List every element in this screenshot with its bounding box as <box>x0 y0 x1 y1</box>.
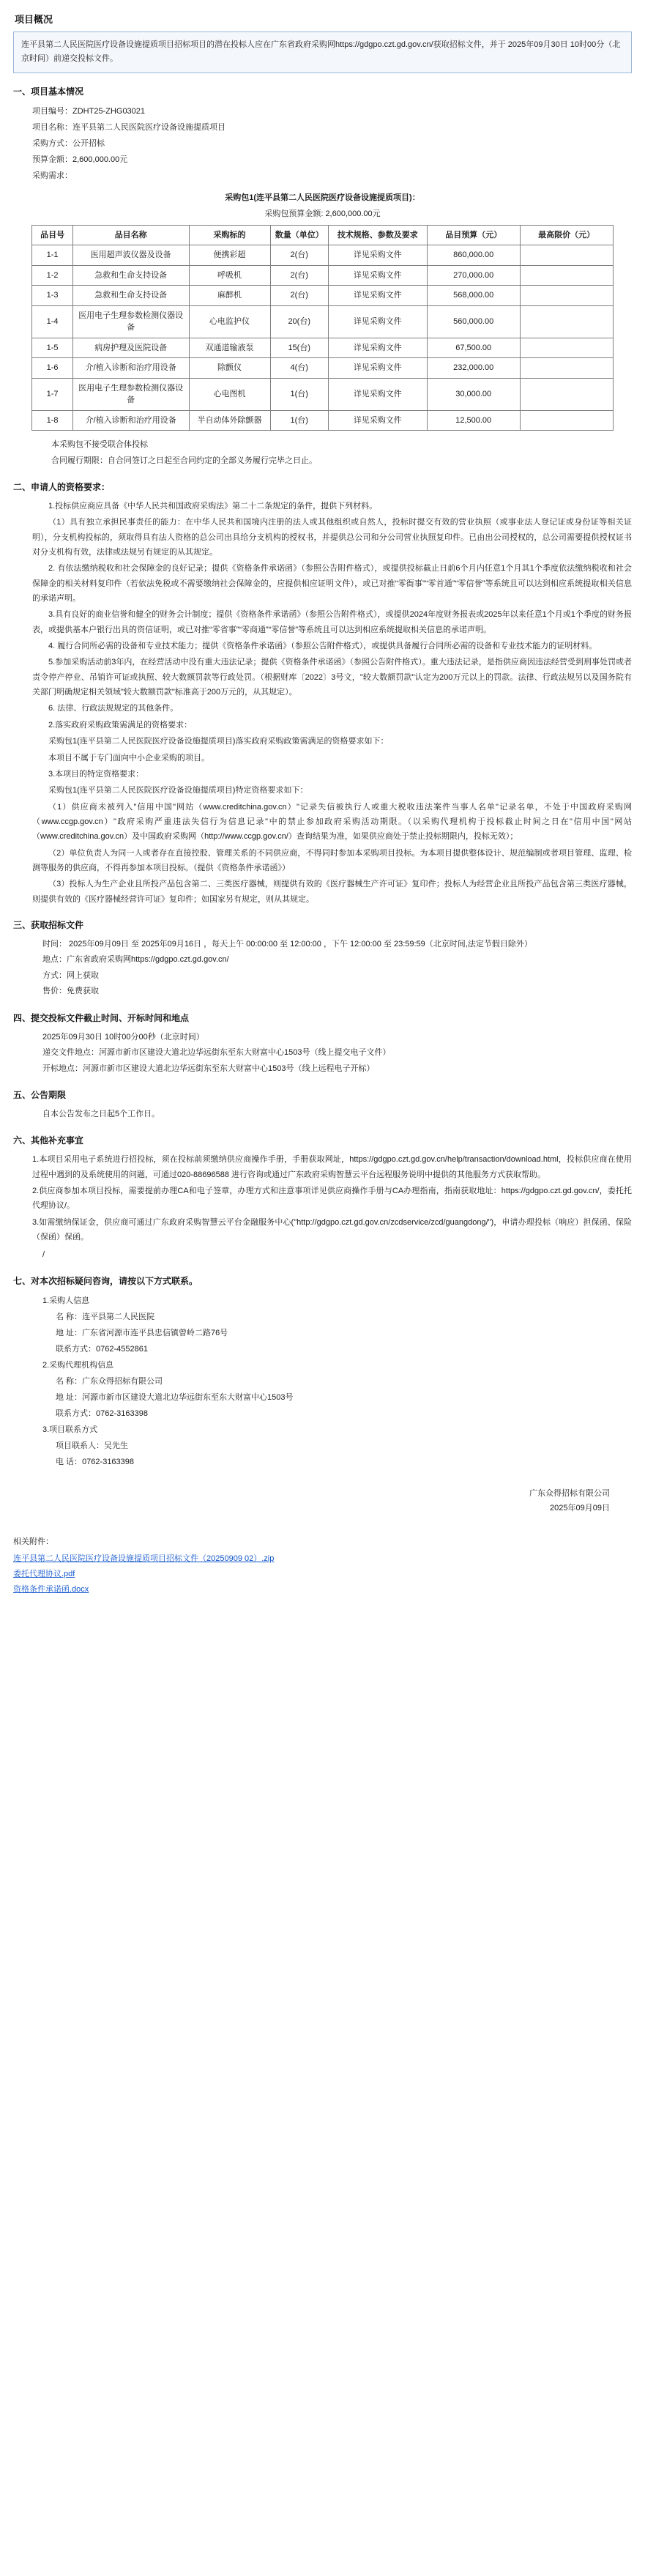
cell-budget: 12,500.00 <box>427 410 520 431</box>
field-label: 采购需求： <box>32 171 72 180</box>
qualification-specific-line-2: （1）供应商未被列入"信用中国"网站（www.creditchina.gov.cn）"记录失信被执行人或重大税收违法案件当事人名单"记录名单，不处于中国政府采购网（www.ccgp.gov.cn）"政府采购严重违法失信行为信息记录"中的禁止参加政府采购活动期限。（以采购代理机构于投标截止时间之日在"信用中国"网站（www.creditchina.gov.cn）及中国政府采购网（http://www.ccgp.gov.cn/）查询结果为准，如果供应商处于禁止投标期限内，投标无效）； <box>32 802 632 842</box>
note-contract-period: 合同履行期限：自合同签订之日起至合同约定的全部义务履行完毕之日止。 <box>51 456 317 465</box>
col-max-price: 最高限价（元） <box>520 225 613 245</box>
qualification-item-5: 5.参加采购活动前3年内，在经营活动中没有重大违法记录；提供《资格条件承诺函》（参照公告附件格式）。重大违法记录，是指供应商因违法经营受到刑事处罚或者责令停产停业、吊销许可证或执照、较大数额罚款等行政处罚。（根据财库〔2022〕3号文，"较大数额罚款"认定为200万元以上的罚款。法律、行政法规另以及国务院有关部门明确规定相关领域"较大数额罚款"标准高于200万元的，从其规定）。 <box>32 658 632 697</box>
get-documents-price: 售价：免费获取 <box>42 987 99 996</box>
cell-max-price <box>520 286 613 306</box>
cell-item-name: 医用电子生理参数检测仪器设备 <box>72 378 189 410</box>
contact-group-purchaser <box>42 1293 632 1357</box>
project-summary-text: 连平县第二人民医院医疗设备设施提质项目招标项目的潜在投标人应在广东省政府采购网https://gdgpo.czt.gd.gov.cn/获取招标文件，并于 2025年09月30日 10时00分（北京时间）前递交投标文件。 <box>21 40 621 64</box>
field-budget-amount <box>32 152 632 168</box>
cell-spec: 详见采购文件 <box>328 265 427 286</box>
field-project-number <box>32 103 632 119</box>
cell-subject: 双通道输液泵 <box>189 338 270 358</box>
cell-item-name: 病房护理及医院设备 <box>72 338 189 358</box>
field-value: ZDHT25-ZHG03021 <box>72 106 146 116</box>
field-label: 采购方式： <box>32 138 72 148</box>
note-no-consortium: 本采购包不接受联合体投标 <box>51 440 148 449</box>
package-title: 采购包1(连平县第二人民医院医疗设备设施提质项目)： <box>225 193 420 202</box>
cell-item-no: 1-3 <box>32 286 73 306</box>
contact-field-label: 项目联系人： <box>56 1441 104 1450</box>
contact-field-value: 0762-3163398 <box>96 1408 148 1418</box>
cell-spec: 详见采购文件 <box>328 286 427 306</box>
cell-quantity: 1(台) <box>270 410 328 431</box>
contact-field-value: 连平县第二人民医院 <box>82 1312 155 1321</box>
col-item-no: 品目号 <box>32 225 73 245</box>
contact-group-agency <box>42 1357 632 1422</box>
field-procurement-demand <box>32 168 632 184</box>
contact-field-value: 河源市新市区建设大道北边华远街东至东大财富中心1503号 <box>82 1392 294 1402</box>
field-value: 2,600,000.00元 <box>72 155 128 164</box>
contact-field-person <box>56 1438 632 1454</box>
contact-group-project <box>42 1422 632 1470</box>
field-project-name <box>32 119 632 136</box>
bid-opening-location: 开标地点：河源市新市区建设大道北边华远街东至东大财富中心1503号（线上远程电子开标） <box>42 1064 375 1073</box>
cell-subject: 心电监护仪 <box>189 305 270 338</box>
attachment-link-qualification-commitment[interactable]: 资格条件承诺函.docx <box>13 1585 89 1595</box>
get-documents-location: 地点：广东省政府采购网https://gdgpo.czt.gd.gov.cn/ <box>42 955 229 965</box>
cell-item-no: 1-6 <box>32 358 73 379</box>
attachment-link-agency-agreement[interactable]: 委托代理协议.pdf <box>13 1570 75 1579</box>
table-row <box>32 358 613 379</box>
cell-item-name: 急救和生命支持设备 <box>72 286 189 306</box>
contact-field-value: 广东众得招标有限公司 <box>82 1376 163 1386</box>
section-heading-qualification: 二、申请人的资格要求： <box>13 482 111 492</box>
table-row <box>32 265 613 286</box>
cell-budget: 67,500.00 <box>427 338 520 358</box>
col-subject: 采购标的 <box>189 225 270 245</box>
table-row <box>32 410 613 431</box>
table-row <box>32 305 613 338</box>
cell-max-price <box>520 338 613 358</box>
other-matters-line-1: 1.本项目采用电子系统进行招投标，须在投标前须缴纳供应商操作手册，手册获取网址，https://gdgpo.czt.gd.gov.cn/help/transaction/download.html，投标供应商在使用过程中遇到的及系统使用的问题，可通过020-88696588 进行咨询或通过广东政府采购智慧云平台远程服务说明中提供的其他服务方式获取帮助。 <box>32 1155 632 1179</box>
cell-subject: 麻醉机 <box>189 286 270 306</box>
cell-spec: 详见采购文件 <box>328 378 427 410</box>
col-quantity: 数量（单位） <box>270 225 328 245</box>
section-heading-submission: 四、提交投标文件截止时间、开标时间和地点 <box>13 1012 190 1023</box>
cell-budget: 270,000.00 <box>427 265 520 286</box>
contact-field-telephone <box>56 1454 632 1470</box>
cell-spec: 详见采购文件 <box>328 358 427 379</box>
qualification-item-1: 1.投标供应商应具备《中华人民共和国政府采购法》第二十二条规定的条件，提供下列材料。 <box>48 502 378 511</box>
field-procurement-method <box>32 136 632 152</box>
cell-max-price <box>520 358 613 379</box>
cell-max-price <box>520 305 613 338</box>
project-summary-box <box>13 31 632 73</box>
qualification-item-3: 3.具有良好的商业信誉和健全的财务会计制度；提供《资格条件承诺函》（参照公告附件格式），或提供2024年度财务报表或2025年以来任意1个月或1个季度的财务报表，或提供基本户银行出具的资信证明，或已对推“零省事”“零商通”“零信誉”等系统且可以达到相应系统提取相关信息的承诺声明。 <box>32 610 632 634</box>
contact-group-title: 2.采购代理机构信息 <box>42 1360 114 1370</box>
cell-item-no: 1-7 <box>32 378 73 410</box>
attachments-title: 相关附件： <box>13 1537 53 1547</box>
qualification-item-4: 4. 履行合同所必需的设备和专业技术能力；提供《资格条件承诺函》（参照公告附件格式），或提供具备履行合同所必需的设备和专业技术能力的证明材料。 <box>48 642 597 651</box>
cell-subject: 呼吸机 <box>189 265 270 286</box>
cell-subject: 便携彩超 <box>189 245 270 266</box>
cell-subject: 心电图机 <box>189 378 270 410</box>
submission-location: 递交文件地点：河源市新市区建设大道北边华远街东至东大财富中心1503号（线上提交电子文件） <box>42 1048 391 1058</box>
qualification-item-6: 6. 法律、行政法规规定的其他条件。 <box>48 704 179 713</box>
cell-subject: 除颤仪 <box>189 358 270 379</box>
qualification-specific-line-1: 采购包1(连平县第二人民医院医疗设备设施提质项目)特定资格要求如下： <box>48 786 308 795</box>
cell-item-no: 1-2 <box>32 265 73 286</box>
contact-field-value: 吴先生 <box>104 1441 128 1450</box>
qualification-policy-line-2: 本项目不属于专门面向中小企业采购的项目。 <box>48 753 209 762</box>
submission-deadline: 2025年09月30日 10时00分00秒（北京时间） <box>42 1032 204 1042</box>
goods-table <box>31 225 613 431</box>
contact-field-phone <box>56 1341 632 1357</box>
qualification-policy-line-1: 采购包1(连平县第二人民医院医疗设备设施提质项目)落实政府采购政策需满足的资格要求如下： <box>48 737 389 746</box>
contact-field-phone <box>56 1406 632 1422</box>
cell-subject: 半自动体外除颤器 <box>189 410 270 431</box>
cell-budget: 30,000.00 <box>427 378 520 410</box>
other-matters-line-3: 3.如需缴纳保证金，供应商可通过广东政府采购智慧云平台金融服务中心("http://gdgpo.czt.gd.gov.cn/zcdservice/zcd/guangdong/")，申请办理投标（响应）担保函、保险（保函）保函。 <box>32 1217 632 1242</box>
contact-field-value: 广东省河源市连平县忠信镇曾岭二路76号 <box>82 1328 228 1337</box>
contact-field-name <box>56 1373 632 1389</box>
contact-field-label: 地 址： <box>56 1392 83 1402</box>
cell-spec: 详见采购文件 <box>328 245 427 266</box>
cell-item-name: 医用电子生理参数检测仪器设备 <box>72 305 189 338</box>
table-row <box>32 378 613 410</box>
cell-spec: 详见采购文件 <box>328 410 427 431</box>
contact-group-title: 1.采购人信息 <box>42 1296 90 1305</box>
get-documents-time: 时间： 2025年09月09日 至 2025年09月16日 ，每天上午 00:00:00 至 12:00:00 ，下午 12:00:00 至 23:59:59（北京时间,法定节假日除外） <box>42 939 532 949</box>
field-label: 项目名称： <box>32 122 72 132</box>
contact-field-label: 电 话： <box>56 1457 83 1466</box>
cell-item-name: 医用超声波仪器及设备 <box>72 245 189 266</box>
cell-quantity: 20(台) <box>270 305 328 338</box>
cell-spec: 详见采购文件 <box>328 305 427 338</box>
cell-quantity: 2(台) <box>270 265 328 286</box>
cell-max-price <box>520 265 613 286</box>
cell-budget: 232,000.00 <box>427 358 520 379</box>
other-matters-line-4: / <box>42 1250 45 1259</box>
section-heading-other-matters: 六、其他补充事宜 <box>13 1135 84 1146</box>
cell-item-no: 1-5 <box>32 338 73 358</box>
field-label: 项目编号： <box>32 106 72 116</box>
attachment-link-bid-document[interactable]: 连平县第二人民医院医疗设备设施提质项目招标文件（20250909 02）.zip <box>13 1554 275 1564</box>
cell-item-name: 介/植入诊断和治疗用设备 <box>72 358 189 379</box>
col-spec: 技术规格、参数及要求 <box>328 225 427 245</box>
section-heading-announcement-period: 五、公告期限 <box>13 1090 67 1100</box>
contact-field-label: 联系方式： <box>56 1408 96 1418</box>
cell-quantity: 1(台) <box>270 378 328 410</box>
contact-field-address <box>56 1325 632 1341</box>
section-heading-get-documents: 三、获取招标文件 <box>13 919 84 930</box>
contact-field-label: 名 称： <box>56 1312 83 1321</box>
attachments-list <box>13 1551 632 1597</box>
contact-field-name <box>56 1309 632 1325</box>
cell-item-no: 1-4 <box>32 305 73 338</box>
package-budget: 采购包预算金额: 2,600,000.00元 <box>264 209 381 218</box>
table-row <box>32 245 613 266</box>
get-documents-method: 方式：网上获取 <box>42 970 99 980</box>
qualification-specific-heading: 3.本项目的特定资格要求： <box>48 769 144 779</box>
cell-max-price <box>520 378 613 410</box>
cell-quantity: 15(台) <box>270 338 328 358</box>
contact-field-value: 0762-3163398 <box>82 1457 135 1466</box>
page-title: 项目概况 <box>15 14 53 25</box>
other-matters-line-2: 2.供应商参加本项目投标，需要提前办理CA和电子签章，办理方式和注意事项详见供应商操作手册与CA办理指南，指南获取地址：https://gdgpo.czt.gd.gov.cn/，委托托代理协议/。 <box>32 1187 632 1211</box>
field-value: 连平县第二人民医院医疗设备设施提质项目 <box>72 122 225 132</box>
qualification-policy-heading: 2.落实政府采购政策需满足的资格要求： <box>48 720 193 730</box>
cell-budget: 568,000.00 <box>427 286 520 306</box>
cell-quantity: 4(台) <box>270 358 328 379</box>
cell-spec: 详见采购文件 <box>328 338 427 358</box>
cell-budget: 860,000.00 <box>427 245 520 266</box>
cell-max-price <box>520 245 613 266</box>
cell-quantity: 2(台) <box>270 245 328 266</box>
cell-budget: 560,000.00 <box>427 305 520 338</box>
contact-field-value: 0762-4552861 <box>96 1344 148 1354</box>
col-budget: 品目预算（元） <box>427 225 520 245</box>
signature-company: 广东众得招标有限公司 <box>529 1488 610 1498</box>
field-label: 预算金额： <box>32 155 72 164</box>
cell-item-name: 急救和生命支持设备 <box>72 265 189 286</box>
cell-item-no: 1-8 <box>32 410 73 431</box>
table-row <box>32 338 613 358</box>
contact-group-title: 3.项目联系方式 <box>42 1425 98 1434</box>
table-row <box>32 286 613 306</box>
announcement-period-text: 自本公告发布之日起5个工作日。 <box>42 1110 160 1118</box>
qualification-specific-line-4: （3）投标人为生产企业且所投产品包含第二、三类医疗器械，则提供有效的《医疗器械生产许可证》复印件；投标人为经营企业且所投产品包含第三类医疗器械，则提供有效的《医疗器械经营许可证》复印件；如国家另有规定，则从其规定。 <box>32 880 632 904</box>
cell-item-no: 1-1 <box>32 245 73 266</box>
section-heading-contacts: 七、对本次招标疑问咨询，请按以下方式联系。 <box>13 1275 198 1286</box>
contact-field-label: 联系方式： <box>56 1344 96 1354</box>
contact-field-label: 地 址： <box>56 1328 83 1337</box>
qualification-item-2: 2. 有依法缴纳税收和社会保障金的良好记录；提供《资格条件承诺函》（参照公告附件格式），或提供投标截止日前6个月内任意1个月其1个季度依法缴纳税收和社会保障金的相关材料复印件（若依法免税或不需要缴纳社会保障金的，应提供相应证明文件），或已对推“零衙事”“零首通”“零信誉”等系统且可以达到相应系统提取相关信息的承诺声明。 <box>32 564 632 604</box>
table-header-row <box>32 225 613 245</box>
signature-block <box>13 1486 610 1517</box>
contact-field-label: 名 称： <box>56 1376 83 1386</box>
section-heading-basic-info: 一、项目基本情况 <box>13 86 84 97</box>
contact-field-address <box>56 1389 632 1406</box>
signature-date: 2025年09月09日 <box>550 1504 610 1513</box>
cell-item-name: 介/植入诊断和治疗用设备 <box>72 410 189 431</box>
qualification-specific-line-3: （2）单位负责人为同一人或者存在直接控股、管理关系的不同供应商，不得同时参加本采购项目投标。为本项目提供整体设计、规范编制或者项目管理、监理、检测等服务的供应商，不得再参加本项目投标。（提供《资格条件承诺函》） <box>32 848 632 872</box>
field-value: 公开招标 <box>72 138 105 148</box>
cell-max-price <box>520 410 613 431</box>
col-item-name: 品目名称 <box>72 225 189 245</box>
qualification-item-1-1: （1）具有独立承担民事责任的能力：在中华人民共和国境内注册的法人或其他组织或自然人，投标时提交有效的营业执照（或事业法人登记证或身份证等相关证明），分支机构投标的，须取得具有法人资格的总公司出具给分支机构的授权书，并提供总公司和分公司营业执照复印件。已由出公司授权的，总公司需要提供授权证书对分支机构有效，法律或法规另有规定的从其规定。 <box>32 518 632 557</box>
cell-quantity: 2(台) <box>270 286 328 306</box>
